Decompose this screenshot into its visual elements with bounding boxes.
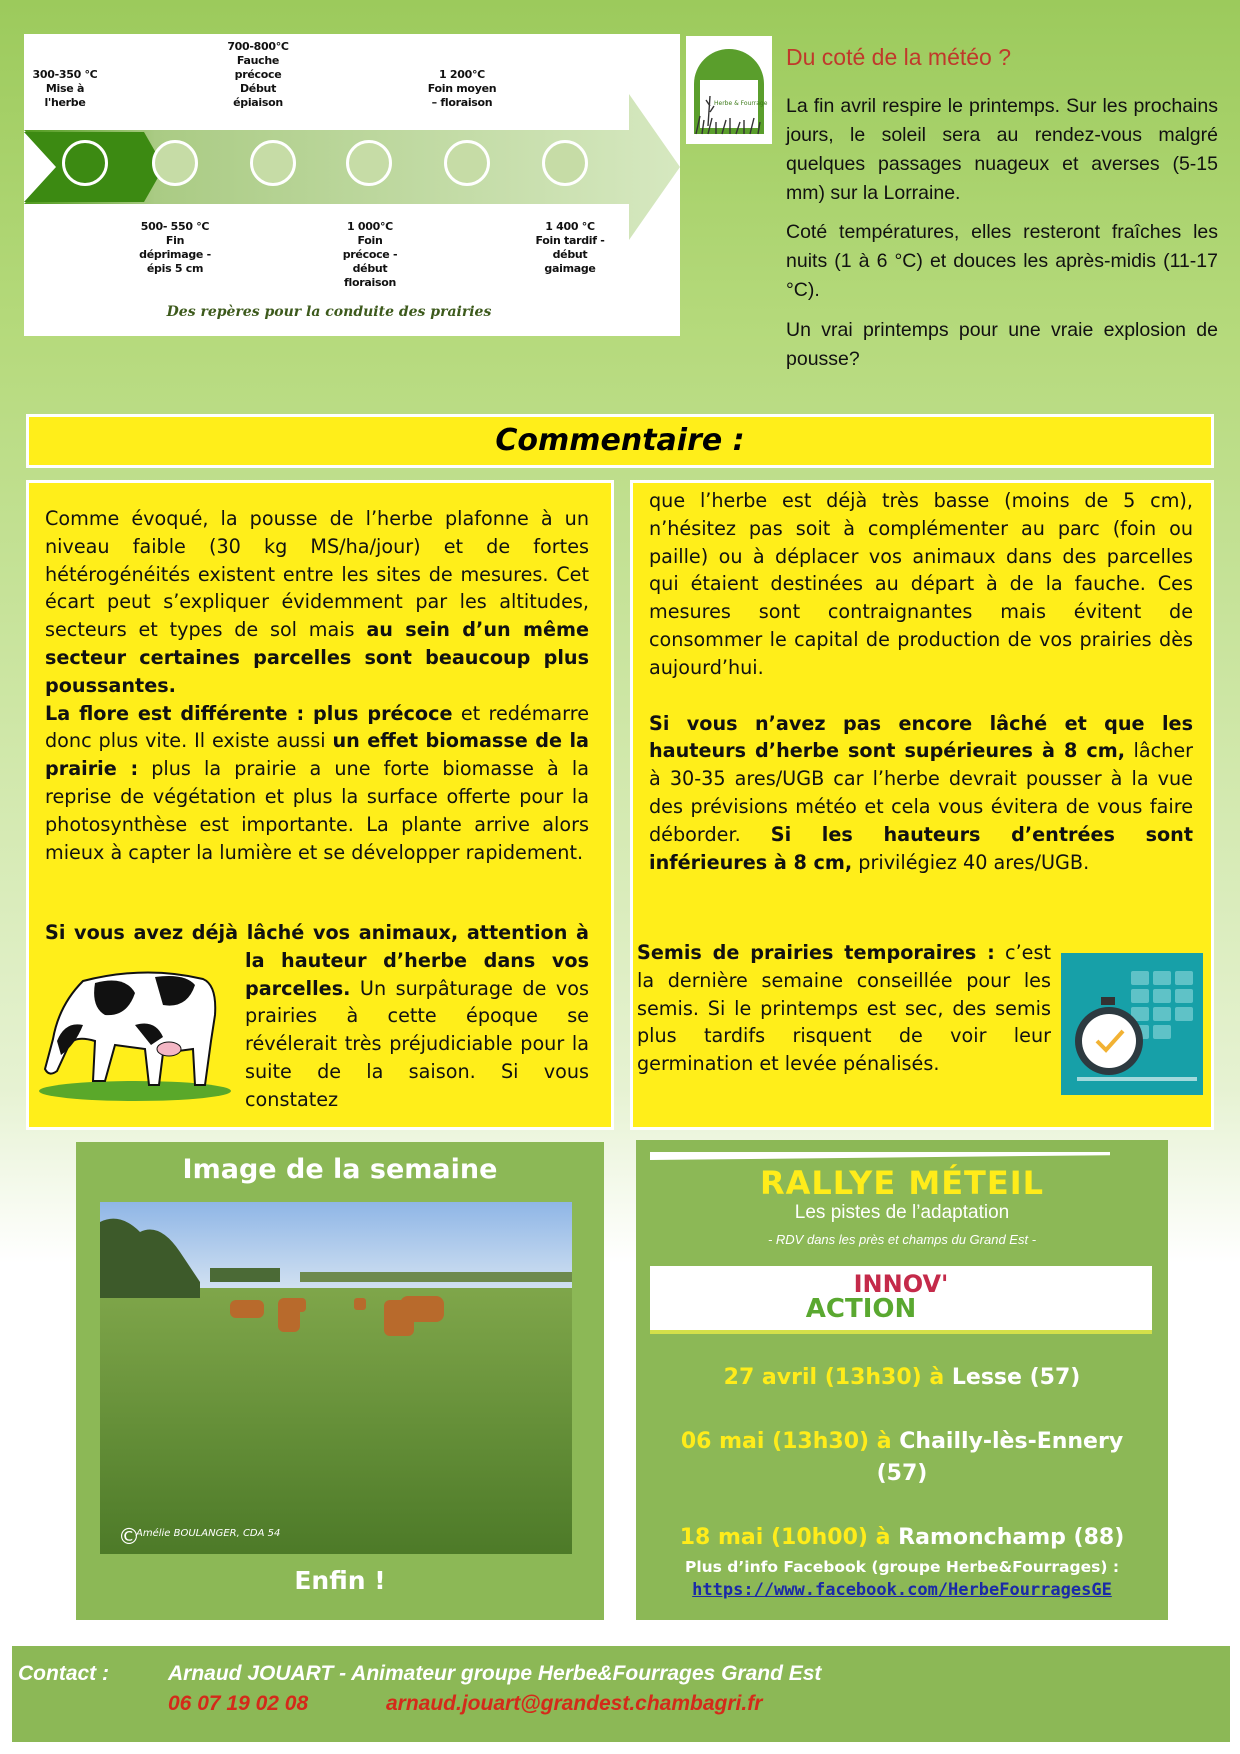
paragraph-pas-encore-lache: Si vous n’avez pas encore lâché et que les hauteurs d’herbe sont supérieures à 8 cm, lâcher à 30-35 ares/UGB car l’herbe devrait pousser à la vue des prévisions météo et cela vous évitera de vous faire déborder. Si les hauteurs d’entrées sont inférieures à 8 cm, privilégiez 40 ares/UGB. (649, 711, 1194, 874)
meteo-paragraph-question: Un vrai printemps pour une vraie explosion de pousse? (786, 319, 1218, 370)
innov-action-logo (650, 1266, 1152, 1334)
contact-email[interactable]: arnaud.jouart@grandest.chambagri.fr (386, 1692, 763, 1715)
photo-credit: Amélie BOULANGER, CDA 54 (136, 1528, 281, 1539)
paragraph-si-lache: Si vous avez déjà lâché vos animaux, attention à la hauteur d’herbe dans vos parcelles. Un surpâturage de vos prairies à cette époque se révélerait très préjudiciable pour la suite de la saison. Si vous constatez (45, 921, 589, 1111)
paragraph-herbe-basse: que l’herbe est déjà très basse (moins de 5 cm), n’hésitez pas soit à complémenter au parc (foin ou paille) ou à déplacer vos animaux dans des parcelles qui étaient destinées au départ à de la fauche. Ces mesures sont contraignantes mais évitent de consommer le capital de production de vos prairies dès aujourd’hui. (649, 489, 1193, 679)
facebook-link[interactable]: https://www.facebook.com/HerbeFourragesGE (692, 1580, 1112, 1600)
copyright-symbol: © (118, 1525, 140, 1550)
timeline-marker (250, 140, 296, 186)
stopwatch-icon (1061, 953, 1203, 1095)
rallye-date-lesse: 27 avril (13h30) à Lesse (57) (723, 1365, 1081, 1390)
timeline-label-fin-deprimage: 500- 550 °C Fin déprimage - épis 5 cm (139, 220, 211, 275)
timeline-label-fauche-precoce: 700-800°C Fauche précoce Début épiaison (227, 40, 289, 109)
logo-text: Herbe & Fourrage (714, 100, 768, 107)
timeline-label-mise-a-herbe: 300-350 °C Mise à l'herbe (32, 68, 98, 109)
contact-footer (12, 1646, 1230, 1742)
commentaire-left-column (26, 480, 614, 1130)
growth-timeline-figure (24, 34, 680, 336)
paragraph-semis: Semis de prairies temporaires : c’est la dernière semaine conseillée pour les semis. Si le printemps est sec, des semis plus tardifs risquent de voir leur germination et levée pénalisés. (637, 941, 1051, 1076)
contact-label: Contact : (18, 1662, 109, 1685)
timeline-label-foin-moyen: 1 200°C Foin moyen – floraison (427, 68, 497, 109)
logo-graphic (686, 36, 772, 144)
rallye-tagline: - RDV dans les près et champs du Grand Est - (767, 1232, 1037, 1247)
rallye-header-bar (650, 1152, 1110, 1160)
rallye-title: RALLYE MÉTEIL (759, 1164, 1045, 1202)
rallye-subtitle: Les pistes de l’adaptation (794, 1202, 1010, 1223)
meteo-paragraph-forecast: La fin avril respire le printemps. Sur les prochains jours, le soleil sera au rendez-vous malgré quelques passages nuageux et averses (5-15 mm) sur la Lorraine. (786, 95, 1218, 204)
rallye-info: Plus d’info Facebook (groupe Herbe&Fourrages) : (684, 1558, 1120, 1576)
timeline-label-foin-tardif: 1 400 °C Foin tardif - début gaimage (535, 220, 605, 275)
pasture-photo (100, 1202, 572, 1554)
meteo-title: Du coté de la météo ? (786, 44, 1012, 70)
timeline-marker (542, 140, 588, 186)
timeline-marker-current (62, 140, 108, 186)
meteo-paragraph-temperatures: Coté températures, elles resteront fraîches les nuits (1 à 6 °C) et douces les après-midis (11-17 °C). (786, 221, 1218, 301)
commentaire-title: Commentaire : (495, 423, 745, 458)
timeline-marker (444, 140, 490, 186)
paragraph-flore: La flore est différente : plus précoce et redémarre donc plus vite. Il existe aussi un effet biomasse de la prairie : plus la prairie a une forte biomasse à la reprise de végétation et plus la surface offerte pour la photosynthèse est importante. La plante arrive alors mieux à capter la lumière et se développer rapidement. (45, 701, 589, 864)
timeline-marker (152, 140, 198, 186)
action-text: ACTION (805, 1294, 917, 1324)
image-of-the-week-caption: Enfin ! (294, 1566, 386, 1595)
commentaire-banner (26, 414, 1214, 468)
rallye-date-chailly: 06 mai (13h30) à Chailly-lès-Ennery (57) (680, 1429, 1124, 1486)
innov-text: INNOV' (853, 1270, 949, 1298)
image-of-the-week-panel (76, 1142, 604, 1620)
spacer (649, 682, 1193, 710)
contact-name: Arnaud JOUART - Animateur groupe Herbe&Fourrages Grand Est (168, 1662, 822, 1685)
paragraph-herbe-plafonne: Comme évoqué, la pousse de l’herbe plafonne à un niveau faible (30 kg MS/ha/jour) et de fortes hétérogénéités existent entre les sites de mesures. Cet écart peut s’expliquer évidemment par les altitudes, secteurs et types de sol mais au sein d’un même secteur certaines parcelles sont beaucoup plus poussantes. (45, 507, 589, 697)
contact-phone[interactable]: 06 07 19 02 08 (168, 1692, 309, 1715)
timeline-label-foin-precoce: 1 000°C Foin précoce - début floraison (342, 220, 398, 289)
image-of-the-week-title: Image de la semaine (182, 1154, 498, 1185)
rallye-meteil-panel (636, 1140, 1168, 1620)
timeline-caption: Des repères pour la conduite des prairies (166, 304, 492, 320)
commentaire-right-column (630, 480, 1214, 1130)
timeline-arrow (24, 34, 680, 336)
rallye-date-ramonchamp: 18 mai (10h00) à Ramonchamp (88) (679, 1525, 1125, 1550)
timeline-marker (346, 140, 392, 186)
herbe-fourrage-logo (686, 36, 772, 144)
